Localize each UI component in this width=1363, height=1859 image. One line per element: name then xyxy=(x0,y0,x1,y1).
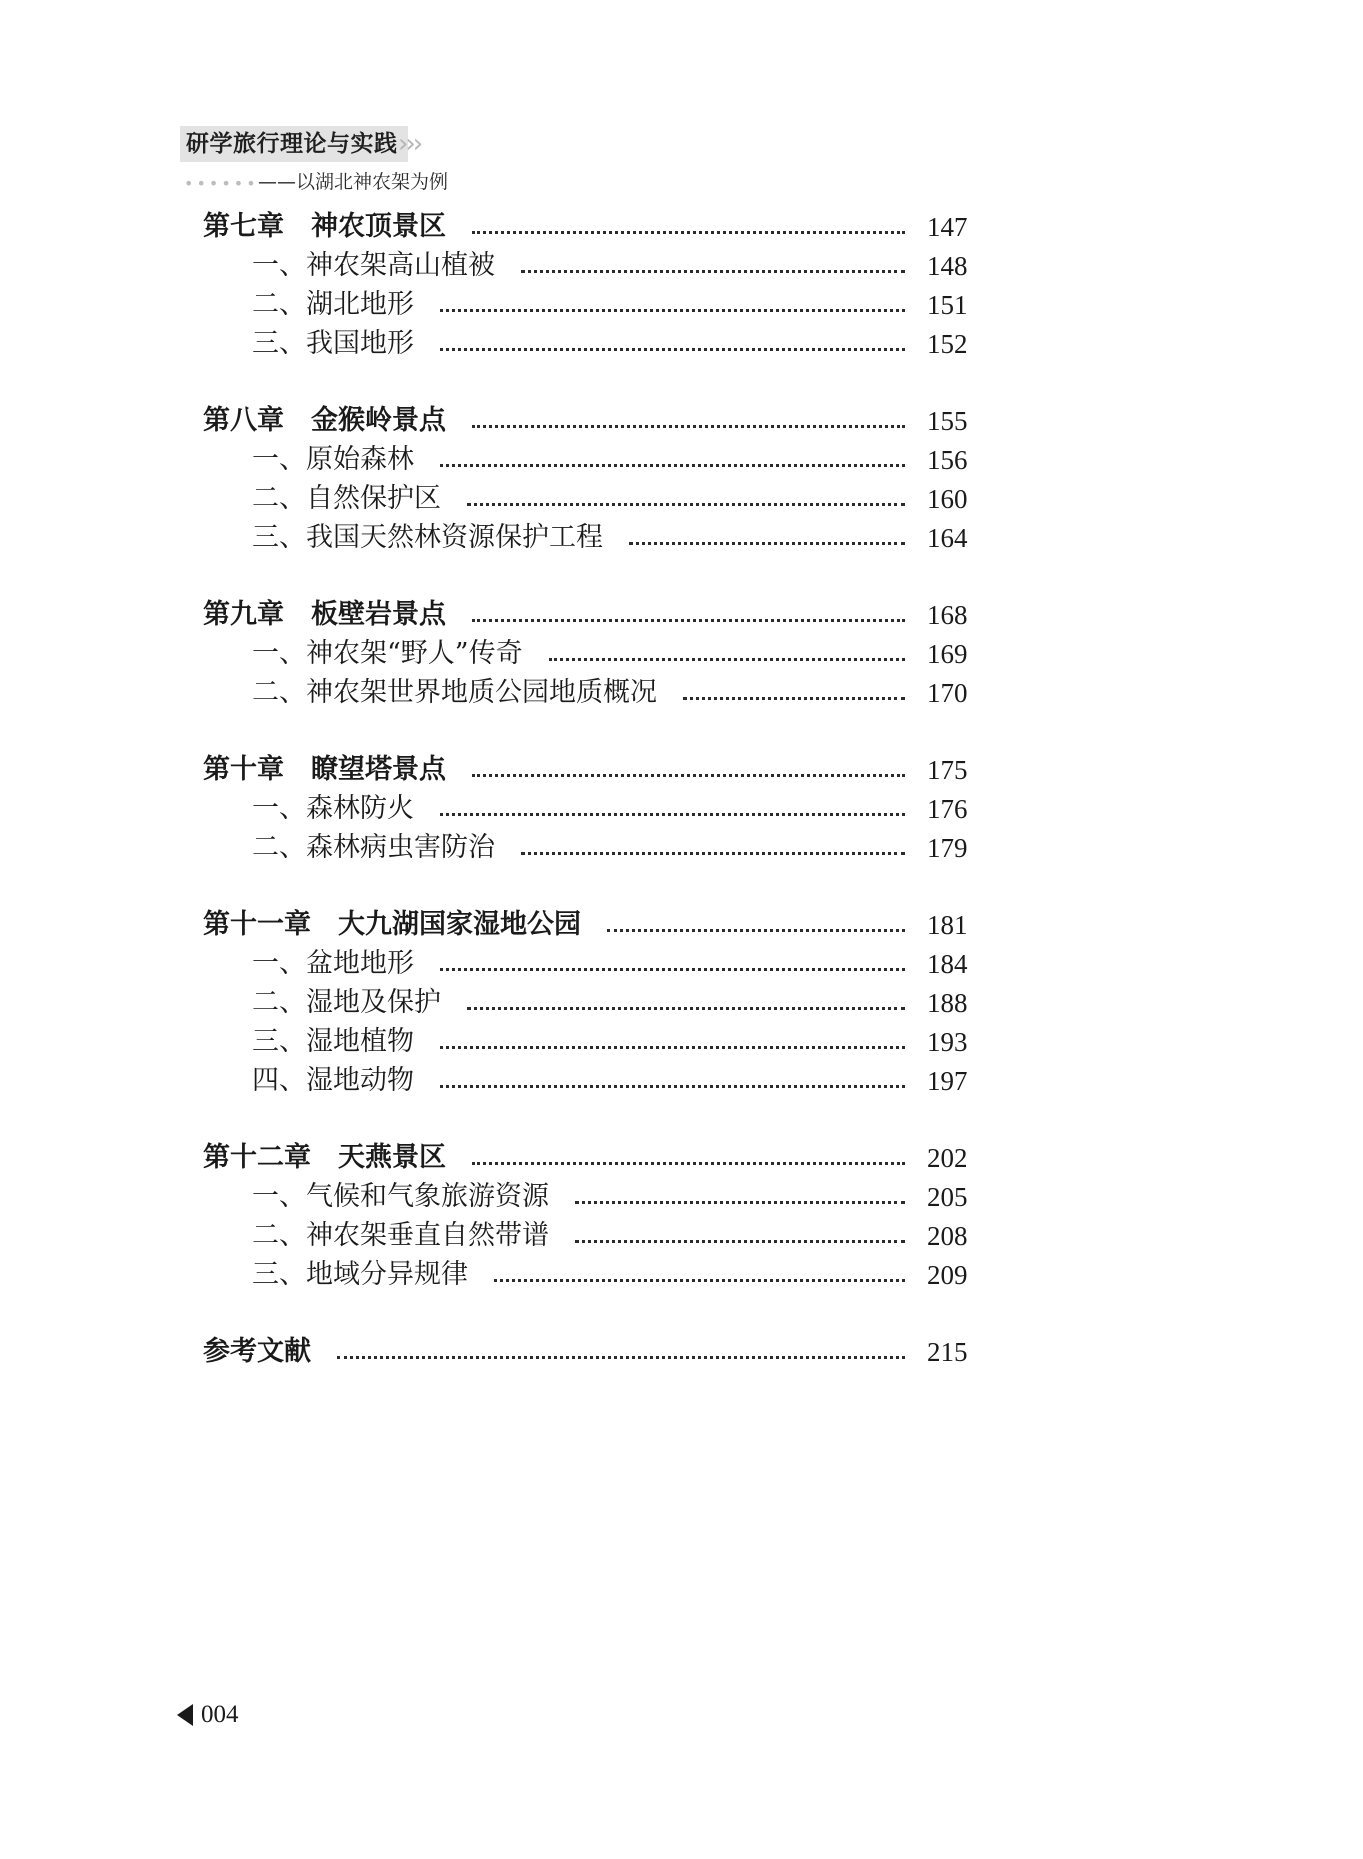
toc-entry-page: 193 xyxy=(927,1027,968,1057)
toc-entry-title: 二、湿地及保护 xyxy=(252,987,441,1018)
toc-entry-page: 188 xyxy=(927,988,968,1018)
book-title: 研学旅行理论与实践 xyxy=(180,126,408,162)
toc-entry-title: 第九章 板壁岩景点 xyxy=(203,599,446,630)
toc-entry-page: 151 xyxy=(927,290,968,320)
toc-entry-title: 二、神农架垂直自然带谱 xyxy=(252,1220,549,1251)
toc-section-entry[interactable] xyxy=(252,1058,975,1104)
toc-section-entry[interactable] xyxy=(252,670,975,716)
toc-entry-title: 三、湿地植物 xyxy=(252,1026,414,1057)
toc-entry-page: 170 xyxy=(927,678,968,708)
toc-entry-title: 一、神农架高山植被 xyxy=(252,250,495,281)
toc-entry-page: 156 xyxy=(927,445,968,475)
toc-entry-page: 148 xyxy=(927,251,968,281)
dot-leader xyxy=(337,1329,905,1375)
toc-entry-page: 168 xyxy=(927,600,968,630)
dot-leader xyxy=(494,1252,905,1298)
dot-leader xyxy=(521,825,905,871)
toc-entry-page: 181 xyxy=(927,910,968,940)
toc-entry-page: 147 xyxy=(927,212,968,242)
dotted-decoration: •••••• xyxy=(184,174,259,193)
toc-entry-page: 175 xyxy=(927,755,968,785)
toc-entry-page: 205 xyxy=(927,1182,968,1212)
toc-entry-title: 第十章 瞭望塔景点 xyxy=(203,754,446,785)
dot-leader xyxy=(683,670,905,716)
toc-entry-title: 三、我国天然林资源保护工程 xyxy=(252,522,603,553)
toc-section-entry[interactable] xyxy=(252,825,975,871)
chevron-right-icon: ››› xyxy=(398,129,421,159)
toc-entry-page: 215 xyxy=(927,1337,968,1367)
toc-entry-title: 一、盆地地形 xyxy=(252,948,414,979)
page-footer xyxy=(177,1698,239,1732)
dot-leader xyxy=(629,515,905,561)
triangle-left-icon xyxy=(177,1704,193,1726)
toc-entry-page: 155 xyxy=(927,406,968,436)
toc-chapter-entry[interactable] xyxy=(203,1329,975,1375)
toc-section-entry[interactable] xyxy=(252,1252,975,1298)
book-subtitle: ——以湖北神农架为例 xyxy=(258,171,449,193)
toc-section-entry[interactable] xyxy=(252,515,975,561)
toc-entry-title: 第七章 神农顶景区 xyxy=(203,211,446,242)
toc-entry-title: 二、森林病虫害防治 xyxy=(252,832,495,863)
toc-entry-page: 179 xyxy=(927,833,968,863)
toc-entry-page: 152 xyxy=(927,329,968,359)
toc-entry-title: 三、地域分异规律 xyxy=(252,1259,468,1290)
toc-entry-title: 参考文献 xyxy=(203,1336,311,1367)
toc-entry-page: 176 xyxy=(927,794,968,824)
toc-entry-title: 第十二章 天燕景区 xyxy=(203,1142,446,1173)
toc-entry-page: 202 xyxy=(927,1143,968,1173)
dot-leader xyxy=(440,321,905,367)
toc-entry-title: 二、自然保护区 xyxy=(252,483,441,514)
toc-section-entry[interactable] xyxy=(252,321,975,367)
toc-entry-title: 第十一章 大九湖国家湿地公园 xyxy=(203,909,581,940)
toc-entry-title: 一、气候和气象旅游资源 xyxy=(252,1181,549,1212)
toc-entry-title: 一、神农架“野人”传奇 xyxy=(252,638,523,669)
toc-entry-page: 169 xyxy=(927,639,968,669)
toc-entry-title: 第八章 金猴岭景点 xyxy=(203,405,446,436)
toc-entry-page: 197 xyxy=(927,1066,968,1096)
toc-entry-title: 一、森林防火 xyxy=(252,793,414,824)
toc-entry-page: 164 xyxy=(927,523,968,553)
toc-entry-title: 四、湿地动物 xyxy=(252,1065,414,1096)
toc-entry-title: 二、神农架世界地质公园地质概况 xyxy=(252,677,657,708)
dot-leader xyxy=(440,1058,905,1104)
toc-entry-page: 209 xyxy=(927,1260,968,1290)
toc-entry-title: 二、湖北地形 xyxy=(252,289,414,320)
toc-entry-title: 一、原始森林 xyxy=(252,444,414,475)
toc-entry-title: 三、我国地形 xyxy=(252,328,414,359)
toc-entry-page: 184 xyxy=(927,949,968,979)
page-number: 004 xyxy=(201,1701,239,1728)
toc-entry-page: 208 xyxy=(927,1221,968,1251)
toc-entry-page: 160 xyxy=(927,484,968,514)
